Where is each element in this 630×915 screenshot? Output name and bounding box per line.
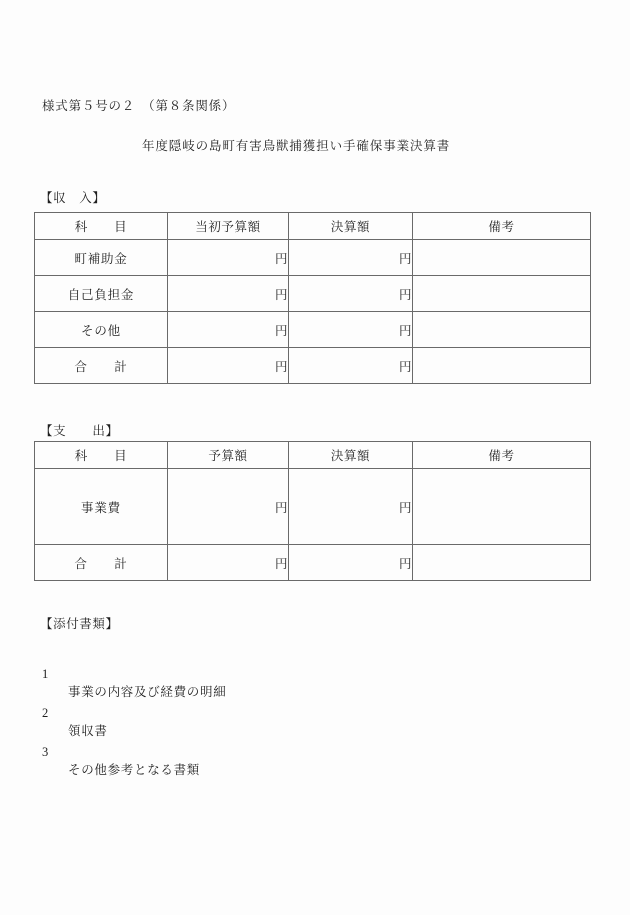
table-row-total	[35, 545, 591, 581]
attachment-text: 領収書	[68, 724, 108, 738]
income-table-header-row	[35, 213, 591, 240]
income-row-item: その他	[35, 312, 168, 348]
expense-table-header-row	[35, 442, 591, 469]
document-title: 年度隠岐の島町有害鳥獣捕獲担い手確保事業決算書	[142, 139, 451, 153]
expense-row-settlement[interactable]: 円	[289, 469, 413, 545]
income-total-item: 合 計	[35, 348, 168, 384]
income-row-budget[interactable]: 円	[168, 312, 289, 348]
expense-total-budget[interactable]: 円	[168, 545, 289, 581]
expense-header-settlement: 決算額	[289, 442, 413, 469]
expense-total-settlement[interactable]: 円	[289, 545, 413, 581]
income-total-budget[interactable]: 円	[168, 348, 289, 384]
income-table	[34, 212, 591, 384]
income-row-note[interactable]	[413, 240, 591, 276]
expense-header-item: 科 目	[35, 442, 168, 469]
income-row-note[interactable]	[413, 312, 591, 348]
income-row-item: 町補助金	[35, 240, 168, 276]
expense-table	[34, 441, 591, 581]
income-header-budget: 当初予算額	[168, 213, 289, 240]
income-header-note: 備考	[413, 213, 591, 240]
expense-total-note[interactable]	[413, 545, 591, 581]
attachment-text: その他参考となる書類	[68, 763, 201, 777]
attachment-number: 1	[42, 667, 49, 681]
income-row-settlement[interactable]: 円	[289, 276, 413, 312]
expense-header-budget: 予算額	[168, 442, 289, 469]
income-row-settlement[interactable]: 円	[289, 312, 413, 348]
attachment-number: 2	[42, 706, 49, 720]
form-number: 様式第５号の２ （第８条関係）	[42, 99, 236, 113]
expense-section-label: 【支 出】	[40, 424, 119, 438]
income-row-note[interactable]	[413, 276, 591, 312]
expense-total-item: 合 計	[35, 545, 168, 581]
table-row-total	[35, 348, 591, 384]
income-row-budget[interactable]: 円	[168, 240, 289, 276]
attachment-text: 事業の内容及び経費の明細	[68, 685, 227, 699]
income-section-label: 【収 入】	[40, 191, 106, 205]
table-row	[35, 312, 591, 348]
expense-header-note: 備考	[413, 442, 591, 469]
table-row	[35, 469, 591, 545]
income-header-settlement: 決算額	[289, 213, 413, 240]
attachment-number: 3	[42, 745, 49, 759]
list-item	[0, 730, 630, 790]
table-row	[35, 240, 591, 276]
table-row	[35, 276, 591, 312]
income-row-settlement[interactable]: 円	[289, 240, 413, 276]
expense-row-note[interactable]	[413, 469, 591, 545]
expense-row-item: 事業費	[35, 469, 168, 545]
income-total-settlement[interactable]: 円	[289, 348, 413, 384]
income-row-budget[interactable]: 円	[168, 276, 289, 312]
income-total-note[interactable]	[413, 348, 591, 384]
expense-row-budget[interactable]: 円	[168, 469, 289, 545]
income-header-item: 科 目	[35, 213, 168, 240]
attachments-section-label: 【添付書類】	[40, 617, 119, 631]
income-row-item: 自己負担金	[35, 276, 168, 312]
